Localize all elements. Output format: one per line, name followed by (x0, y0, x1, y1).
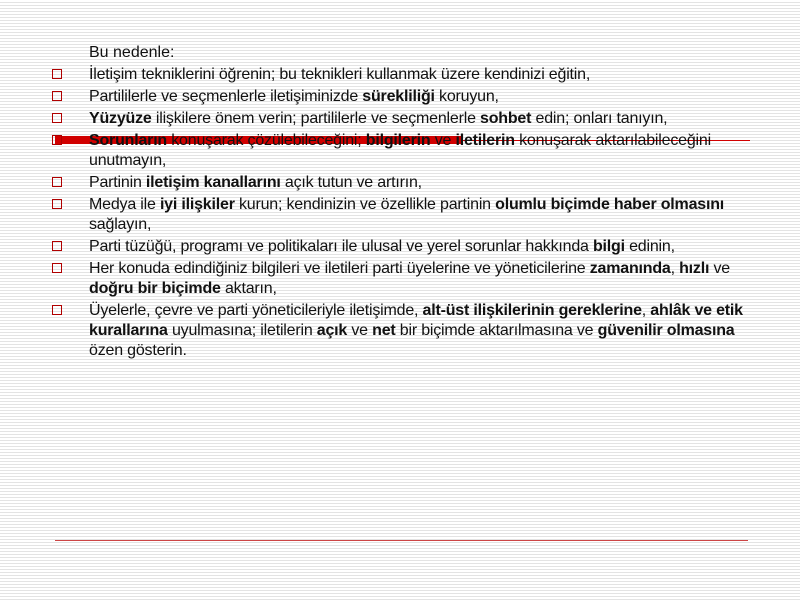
emphasis-text: güvenilir olmasına (597, 322, 735, 339)
emphasis-text: alt-üst ilişkilerinin gereklerine (422, 302, 642, 319)
list-item (50, 195, 755, 235)
item-text: Her konuda edindiğiniz bilgileri ve iletileri parti üyelerine ve yöneticilerine (89, 260, 590, 277)
emphasis-text: Sorunların (89, 132, 168, 149)
list-item (50, 237, 755, 257)
item-text: uyulmasına; iletilerin (167, 322, 317, 339)
footer-divider (55, 540, 748, 541)
square-bullet-icon (52, 91, 62, 101)
list-item (50, 259, 755, 299)
item-text: edinin, (624, 238, 675, 255)
item-text: açık tutun ve artırın, (280, 174, 422, 191)
item-text: sağlayın, (89, 216, 152, 233)
item-text: ve (709, 260, 730, 277)
slide-body (50, 42, 755, 363)
item-text: , (670, 260, 680, 277)
item-text: konuşarak aktarılabileceğini unutmayın, (89, 132, 711, 169)
item-text: Medya ile (89, 196, 160, 213)
item-text: İletişim tekniklerini öğrenin; bu teknikleri kullanmak üzere kendinizi eğitin, (89, 66, 591, 83)
list-item (50, 65, 755, 85)
square-bullet-icon (52, 241, 62, 251)
item-text: ve (347, 322, 373, 339)
intro-text: Bu nedenle: (89, 44, 175, 61)
emphasis-text: sohbet (480, 110, 532, 127)
list-item (50, 87, 755, 107)
emphasis-text: net (372, 322, 396, 339)
emphasis-text: bilgilerin (365, 132, 431, 149)
list-item (50, 131, 755, 171)
item-text: bir biçimde aktarılmasına ve (395, 322, 598, 339)
emphasis-text: Yüzyüze (89, 110, 152, 127)
emphasis-text: zamanında (589, 260, 671, 277)
square-bullet-icon (52, 305, 62, 315)
list-item (50, 173, 755, 193)
square-bullet-icon (52, 177, 62, 187)
list-item (50, 109, 755, 129)
item-text: koruyun, (434, 88, 499, 105)
item-text: ve (430, 132, 456, 149)
emphasis-text: doğru bir biçimde (89, 280, 221, 297)
bullet-list (50, 65, 755, 361)
emphasis-text: iyi ilişkiler (159, 196, 235, 213)
square-bullet-icon (52, 69, 62, 79)
item-text: aktarın, (220, 280, 277, 297)
square-bullet-icon (52, 263, 62, 273)
emphasis-text: iletilerin (455, 132, 515, 149)
square-bullet-icon (52, 199, 62, 209)
item-text: konuşarak çözülebileceğini; (167, 132, 366, 149)
item-text: özen gösterin. (89, 342, 187, 359)
item-text: edin; onları tanıyın, (531, 110, 668, 127)
emphasis-text: hızlı (679, 260, 710, 277)
emphasis-text: olumlu biçimde haber olmasını (495, 196, 725, 213)
item-text: Parti tüzüğü, programı ve politikaları ile ulusal ve yerel sorunlar hakkında (89, 238, 593, 255)
item-text: kurun; kendinizin ve özellikle partinin (234, 196, 496, 213)
item-text: Partililerle ve seçmenlerle iletişiminizde (89, 88, 363, 105)
list-item (50, 301, 755, 361)
emphasis-text: iletişim kanallarını (145, 174, 281, 191)
item-text: , (641, 302, 651, 319)
emphasis-text: bilgi (592, 238, 625, 255)
emphasis-text: ahlâk ve etik kurallarına (89, 302, 743, 339)
emphasis-text: sürekliliği (362, 88, 435, 105)
square-bullet-icon (52, 113, 62, 123)
emphasis-text: açık (316, 322, 348, 339)
square-bullet-icon (52, 135, 62, 145)
item-text: Partinin (89, 174, 146, 191)
item-text: ilişkilere önem verin; partililerle ve seçmenlerle (151, 110, 481, 127)
item-text: Üyelerle, çevre ve parti yöneticileriyle iletişimde, (89, 302, 423, 319)
